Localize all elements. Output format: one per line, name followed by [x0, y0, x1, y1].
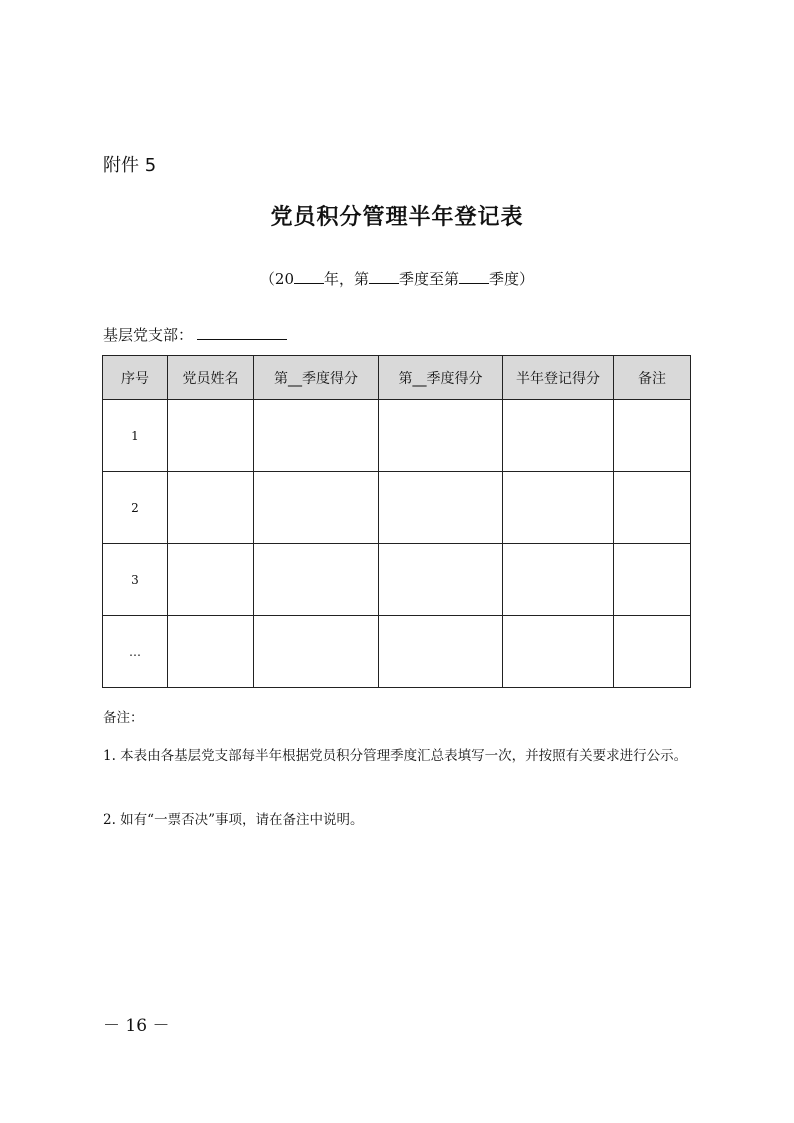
registration-table [102, 355, 691, 688]
cell-quarter-a-score [254, 400, 379, 472]
year-blank [294, 269, 324, 284]
period-open: （20 [259, 270, 295, 288]
cell-quarter-a-score [254, 616, 379, 688]
cell-member-name [168, 472, 254, 544]
period-q2: 季度） [489, 270, 535, 288]
cell-quarter-b-score [379, 472, 503, 544]
cell-member-name [168, 544, 254, 616]
cell-remarks [614, 544, 691, 616]
cell-quarter-b-score [379, 544, 503, 616]
header-quarter-a-score: 第__季度得分 [254, 356, 379, 400]
cell-member-name [168, 616, 254, 688]
cell-half-year-score [503, 544, 614, 616]
attachment-label: 附件 5 [103, 155, 157, 176]
table-row [103, 472, 691, 544]
table-row [103, 400, 691, 472]
cell-remarks [614, 400, 691, 472]
cell-quarter-a-score [254, 544, 379, 616]
quarter-end-blank [459, 269, 489, 284]
period-q1: 季度至第 [399, 270, 460, 288]
header-quarter-b-score: 第__季度得分 [379, 356, 503, 400]
branch-blank [197, 325, 287, 340]
quarter-start-blank [369, 269, 399, 284]
header-remarks: 备注 [614, 356, 691, 400]
cell-half-year-score [503, 616, 614, 688]
row-serial: 2 [103, 472, 168, 544]
row-serial: 3 [103, 544, 168, 616]
notes-heading: 备注： [103, 710, 144, 726]
row-serial: 1 [103, 400, 168, 472]
branch-label: 基层党支部： [103, 326, 194, 344]
cell-quarter-b-score [379, 400, 503, 472]
note-item-2: 2. 如有“一票否决”事项，请在备注中说明。 [103, 812, 364, 828]
table-header-row [103, 356, 691, 400]
cell-remarks [614, 616, 691, 688]
row-serial: … [103, 616, 168, 688]
cell-member-name [168, 400, 254, 472]
period-line [0, 268, 794, 289]
cell-half-year-score [503, 400, 614, 472]
header-half-year-score: 半年登记得分 [503, 356, 614, 400]
header-serial: 序号 [103, 356, 168, 400]
period-year: 年，第 [324, 270, 370, 288]
form-title: 党员积分管理半年登记表 [270, 204, 524, 230]
header-member-name: 党员姓名 [168, 356, 254, 400]
cell-quarter-b-score [379, 616, 503, 688]
cell-half-year-score [503, 472, 614, 544]
note-item-1: 1. 本表由各基层党支部每半年根据党员积分管理季度汇总表填写一次，并按照有关要求进行公示。 [103, 748, 688, 764]
page-number: － 16 － [103, 1016, 170, 1036]
branch-line [103, 324, 287, 345]
table-row [103, 616, 691, 688]
cell-quarter-a-score [254, 472, 379, 544]
cell-remarks [614, 472, 691, 544]
table-row [103, 544, 691, 616]
